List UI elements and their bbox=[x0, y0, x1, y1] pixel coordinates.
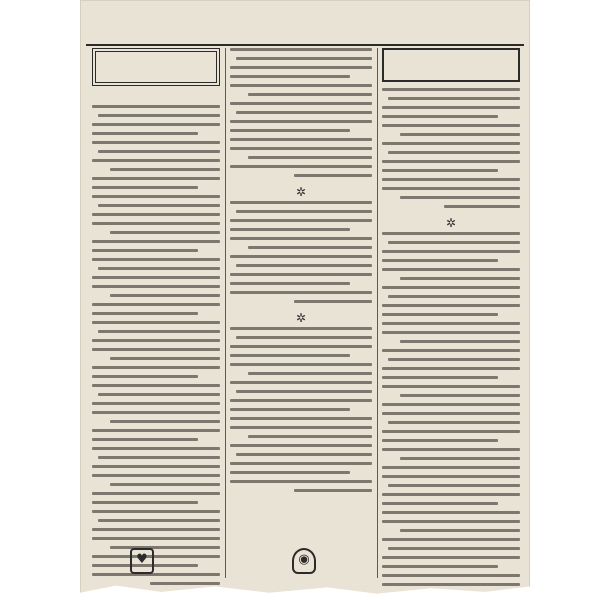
left-column bbox=[92, 48, 220, 578]
right-column bbox=[382, 48, 520, 578]
article-signature bbox=[230, 498, 372, 510]
section-separator-icon: ✲ bbox=[295, 185, 307, 199]
middle-column bbox=[230, 48, 372, 578]
left-column-title bbox=[92, 48, 220, 86]
column-rule bbox=[377, 48, 378, 578]
right-column-title bbox=[382, 48, 520, 82]
lamp-ornament-icon: ◉ bbox=[292, 548, 316, 574]
middle-column-text-b bbox=[230, 201, 372, 303]
section-separator-icon: ✲ bbox=[295, 311, 307, 325]
column-rule bbox=[225, 48, 226, 578]
masthead-strip bbox=[86, 28, 524, 46]
right-column-text-b bbox=[382, 232, 520, 600]
left-column-text bbox=[92, 105, 220, 585]
right-column-text-a bbox=[382, 88, 520, 208]
left-column-subtitle bbox=[92, 92, 220, 102]
middle-column-text-a bbox=[230, 48, 372, 177]
newspaper-page bbox=[80, 0, 530, 600]
middle-column-text-c bbox=[230, 327, 372, 492]
section-separator-icon: ✲ bbox=[445, 216, 457, 230]
heart-ornament-icon: ♥ bbox=[130, 548, 154, 574]
